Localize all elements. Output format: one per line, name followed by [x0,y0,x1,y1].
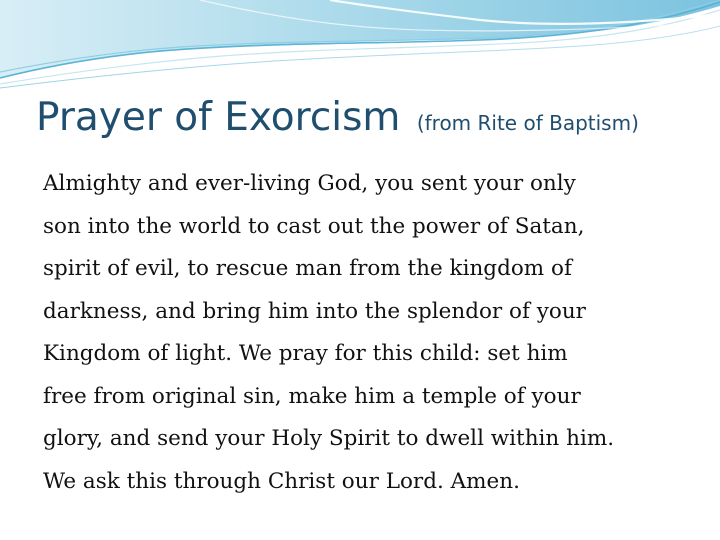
title-subtitle: (from Rite of Baptism) [416,111,639,135]
title-main: Prayer of Exorcism [36,95,401,140]
header-wave-decoration [0,0,720,95]
prayer-line: glory, and send your Holy Spirit to dwell within him. [43,426,615,451]
prayer-line: son into the world to cast out the power of Satan, [43,213,585,239]
prayer-line: Kingdom of light. We pray for this child: set him [43,341,568,366]
prayer-line: free from original sin, make him a temple of your [43,383,581,409]
page-title [36,92,706,149]
prayer-text [43,163,693,503]
prayer-line: spirit of evil, to rescue man from the kingdom of [43,256,572,281]
wave-fill [0,0,720,78]
prayer-line: We ask this through Christ our Lord. Amen. [43,468,520,494]
prayer-line: Almighty and ever-living God, you sent your only [43,171,576,196]
prayer-line: darkness, and bring him into the splendor of your [43,298,586,324]
